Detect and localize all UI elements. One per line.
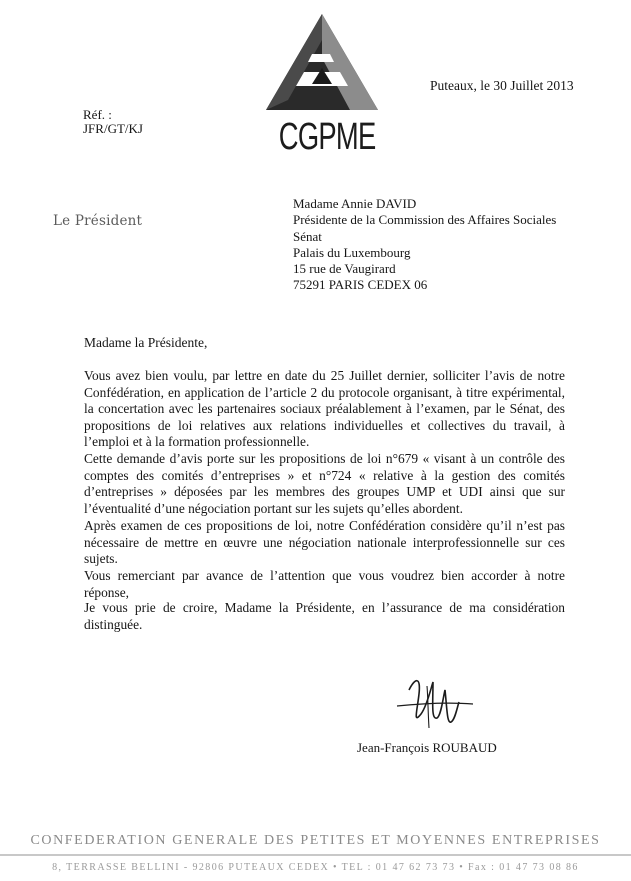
body-paragraph: Après examen de ces propositions de loi, notre Confédération considère qu’il n’est pas nécessaire de mettre en œuvre une négociation nationale interprofessionnelle sur ces sujets. (84, 518, 565, 567)
reference-label: Réf. : (83, 107, 112, 122)
reference-block (83, 108, 143, 136)
recipient-title: Présidente de la Commission des Affaires Sociales (293, 212, 557, 228)
signer-name: Jean-François ROUBAUD (357, 740, 497, 755)
place-and-date: Puteaux, le 30 Juillet 2013 (430, 78, 574, 93)
recipient-name: Madame Annie DAVID (293, 196, 417, 211)
footer-divider (0, 854, 631, 856)
recipient-address (293, 196, 556, 294)
recipient-city: 75291 PARIS CEDEX 06 (293, 277, 428, 293)
recipient-institution: Sénat (293, 228, 322, 244)
handwritten-signature (387, 668, 477, 738)
cgpme-triangle-logo-icon (262, 10, 382, 120)
body-paragraph: Cette demande d’avis porte sur les propositions de loi n°679 « visant à un contrôle des comptes des comités d’entreprises » et n°724 « relative à la gestion des comités d’entreprises » déposées par les membres des groupes UMP et UDI ainsi que sur l’éventualité d’une négociation portant sur les sujets qu’elles abordent. (84, 451, 565, 516)
salutation: Madame la Présidente, (84, 335, 208, 350)
closing-paragraph: Je vous prie de croire, Madame la Présidente, en l’assurance de ma considération distinguée. (84, 600, 565, 632)
cgpme-logo (262, 10, 382, 160)
footer-organization: CONFEDERATION GENERALE DES PETITES ET MOYENNES ENTREPRISES (30, 833, 601, 848)
reference-code: JFR/GT/KJ (83, 121, 143, 136)
signature-icon (387, 668, 477, 738)
footer-address: 8, TERRASSE BELLINI - 92806 PUTEAUX CEDEX • TEL : 01 47 62 73 73 • Fax : 01 47 73 08 86 (52, 862, 579, 873)
recipient-street: 15 rue de Vaugirard (293, 261, 396, 277)
body-paragraph: Vous avez bien voulu, par lettre en date du 25 Juillet dernier, solliciter l’avis de notre Confédération, en application de l’article 2 du protocole organisant, à titre expérimental, la concertation avec les partenaires sociaux préalablement à l’examen, par le Sénat, des propositions de loi relatives aux relations individuelles et collectives du travail, à l’emploi et à la formation professionnelle. (84, 368, 565, 450)
logo-text: CGPME (278, 116, 376, 158)
president-label: Le Président (53, 213, 143, 229)
body-paragraph: Vous remerciant par avance de l’attention que vous voudrez bien accorder à notre réponse, (84, 568, 565, 600)
recipient-building: Palais du Luxembourg (293, 244, 411, 260)
